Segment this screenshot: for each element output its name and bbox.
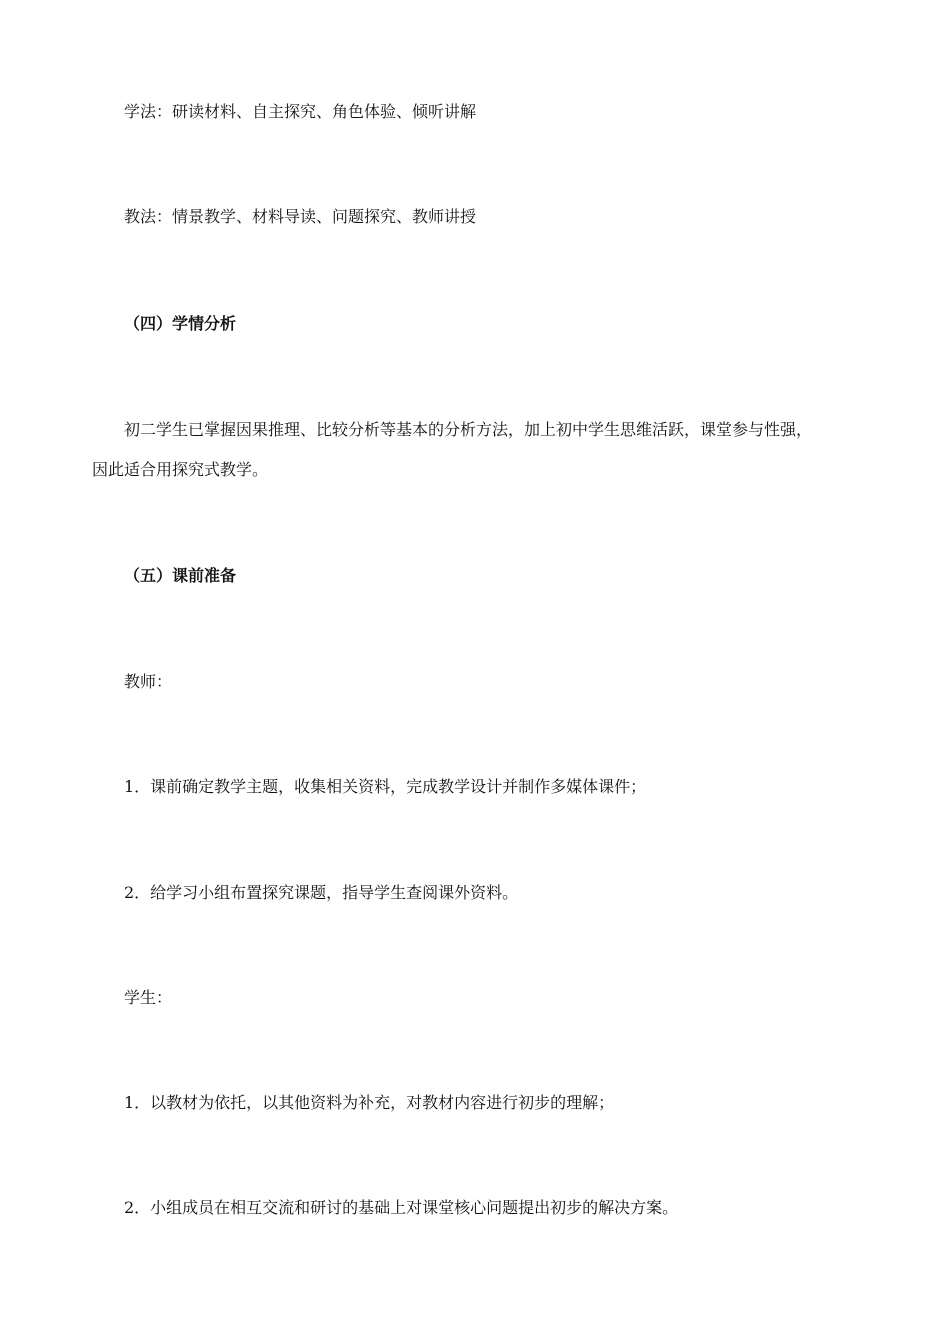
student-item-1: 1．以教材为依托，以其他资料为补充，对教材内容进行初步的理解； [124, 1093, 615, 1112]
teacher-item-2: 2．给学习小组布置探究课题，指导学生查阅课外资料。 [124, 883, 519, 902]
student-label: 学生： [124, 988, 173, 1007]
section-heading-preparation: （五）课前准备 [124, 566, 237, 585]
section-heading-learner-analysis: （四）学情分析 [124, 314, 237, 333]
teacher-item-1: 1．课前确定教学主题，收集相关资料，完成教学设计并制作多媒体课件； [124, 777, 647, 796]
study-method-line: 学法：研读材料、自主探究、角色体验、倾听讲解 [124, 102, 477, 121]
learner-analysis-paragraph-line1: 初二学生已掌握因果推理、比较分析等基本的分析方法，加上初中学生思维活跃，课堂参与性强， [124, 420, 813, 439]
teacher-label: 教师： [124, 672, 173, 691]
learner-analysis-paragraph-line2: 因此适合用探究式教学。 [92, 460, 269, 479]
teaching-method-line: 教法：情景教学、材料导读、问题探究、教师讲授 [124, 207, 477, 226]
student-item-2: 2．小组成员在相互交流和研讨的基础上对课堂核心问题提出初步的解决方案。 [124, 1198, 679, 1217]
